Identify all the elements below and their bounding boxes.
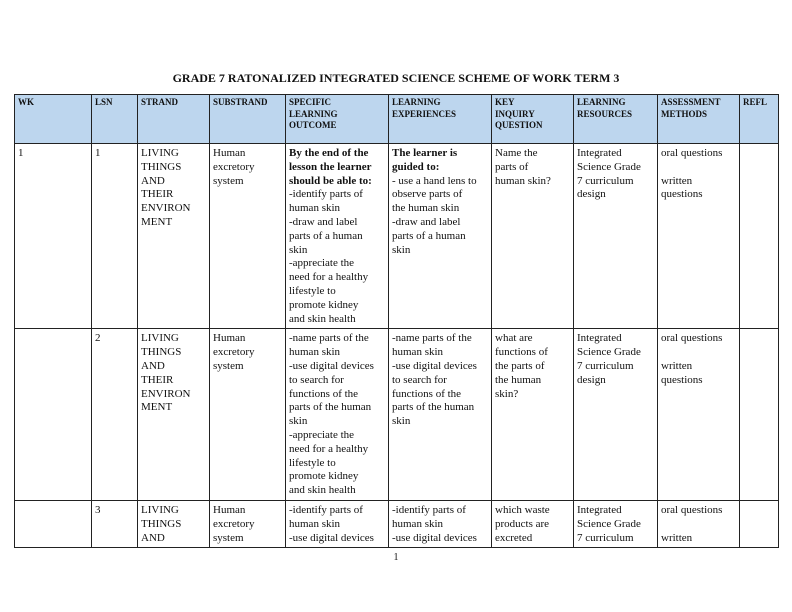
cell-week: [15, 329, 92, 501]
cell-text: - use a hand lens to observe parts of the human skin -draw and label parts of a human skin: [392, 174, 477, 256]
cell-outcome: [286, 500, 389, 547]
cell-assessment: [658, 500, 740, 547]
cell-text: oral questions written: [661, 503, 723, 544]
cell-text: 1: [18, 147, 24, 159]
cell-reflection: [740, 144, 779, 329]
cell-week: [15, 500, 92, 547]
cell-substrand: [210, 329, 286, 501]
cell-text: which waste products are excreted: [495, 503, 550, 544]
page-number: 1: [393, 552, 399, 563]
header-resources: LEARNING RESOURCES: [574, 95, 658, 144]
cell-experiences: [389, 329, 492, 501]
cell-text: LIVING THINGS AND THEIR ENVIRON MENT: [141, 332, 191, 414]
cell-inquiry-question: [492, 329, 574, 501]
cell-text: Human excretory system: [213, 147, 255, 187]
cell-resources: [574, 329, 658, 501]
cell-resources: [574, 500, 658, 547]
cell-strand: [138, 144, 210, 329]
cell-reflection: [740, 500, 779, 547]
scheme-of-work-table: [14, 94, 779, 548]
cell-strand: [138, 329, 210, 501]
cell-lesson: [92, 144, 138, 329]
header-strand: STRAND: [138, 95, 210, 144]
cell-inquiry-question: [492, 144, 574, 329]
cell-text: Integrated Science Grade 7 curriculum design: [577, 147, 641, 201]
table-row: [15, 329, 779, 501]
header-outcome: SPECIFIC LEARNING OUTCOME: [286, 95, 389, 144]
cell-text: 3: [95, 503, 101, 516]
cell-text: -name parts of the human skin -use digital devices to search for functions of the parts of the human skin -appreciate the need for a healthy lifestyle to promote kidney and skin health: [289, 332, 374, 497]
cell-text: Integrated Science Grade 7 curriculum: [577, 503, 641, 544]
cell-text: -identify parts of human skin -use digital devices: [392, 503, 477, 544]
cell-text: Human excretory system: [213, 503, 255, 544]
cell-assessment: [658, 329, 740, 501]
cell-experiences: [389, 144, 492, 329]
cell-text: oral questions written questions: [661, 332, 723, 386]
header-experiences: LEARNING EXPERIENCES: [389, 95, 492, 144]
header-inquiry-question: KEY INQUIRY QUESTION: [492, 95, 574, 144]
document-title: GRADE 7 RATONALIZED INTEGRATED SCIENCE SCHEME OF WORK TERM 3: [172, 71, 620, 85]
table-row: [15, 500, 779, 547]
header-week: WK: [15, 95, 92, 144]
cell-text: -name parts of the human skin -use digital devices to search for functions of the parts of the human skin: [392, 332, 477, 428]
cell-outcome: [286, 329, 389, 501]
header-row: [15, 95, 779, 144]
cell-substrand: [210, 500, 286, 547]
header-assessment: ASSESSMENT METHODS: [658, 95, 740, 144]
cell-text: Human excretory system: [213, 332, 255, 372]
cell-assessment: [658, 144, 740, 329]
cell-substrand: [210, 144, 286, 329]
cell-text: LIVING THINGS AND: [141, 503, 182, 544]
cell-text: 2: [95, 332, 101, 345]
cell-lesson: [92, 500, 138, 547]
cell-text: what are functions of the parts of the human skin?: [495, 332, 548, 400]
cell-text: Name the parts of human skin?: [495, 147, 551, 187]
cell-text: 1: [95, 147, 101, 159]
cell-outcome: [286, 144, 389, 329]
header-lesson: LSN: [92, 95, 138, 144]
cell-text: -identify parts of human skin -use digital devices: [289, 503, 374, 544]
cell-reflection: [740, 329, 779, 501]
header-reflection: REFL: [740, 95, 779, 144]
cell-intro: By the end of the lesson the learner should be able to:: [289, 147, 372, 187]
cell-text: -identify parts of human skin -draw and label parts of a human skin -appreciate the need for a healthy lifestyle to promote kidney and skin health: [289, 188, 369, 325]
cell-inquiry-question: [492, 500, 574, 547]
cell-strand: [138, 500, 210, 547]
cell-week: [15, 144, 92, 329]
cell-intro: The learner is guided to:: [392, 147, 458, 173]
cell-text: LIVING THINGS AND THEIR ENVIRON MENT: [141, 147, 191, 228]
cell-lesson: [92, 329, 138, 501]
table-row: [15, 144, 779, 329]
cell-resources: [574, 144, 658, 329]
cell-experiences: [389, 500, 492, 547]
cell-text: Integrated Science Grade 7 curriculum design: [577, 332, 641, 386]
cell-text: oral questions written questions: [661, 147, 723, 201]
header-substrand: SUBSTRAND: [210, 95, 286, 144]
